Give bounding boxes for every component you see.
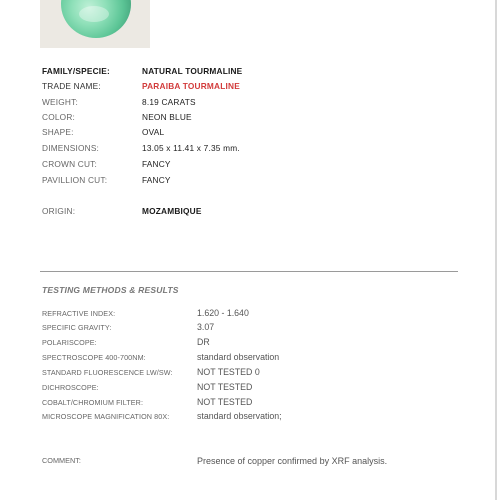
detail-value: FANCY xyxy=(142,175,171,185)
test-value: 3.07 xyxy=(197,322,215,332)
detail-label: DIMENSIONS: xyxy=(42,143,100,153)
detail-value: FANCY xyxy=(142,159,171,169)
detail-label: CROWN CUT: xyxy=(42,159,98,169)
detail-value: OVAL xyxy=(142,127,165,137)
detail-label: PAVILLION CUT: xyxy=(42,175,108,185)
gemstone-photo xyxy=(40,0,150,48)
test-value: standard observation; xyxy=(197,411,282,421)
detail-value: NATURAL TOURMALINE xyxy=(142,66,243,76)
detail-label: SHAPE: xyxy=(42,127,74,137)
test-label: MICROSCOPE MAGNIFICATION 80X: xyxy=(42,412,170,421)
test-label: DICHROSCOPE: xyxy=(42,383,99,392)
test-label: POLARISCOPE: xyxy=(42,338,97,347)
test-label: SPECIFIC GRAVITY: xyxy=(42,323,112,332)
testing-section-title: TESTING METHODS & RESULTS xyxy=(42,285,179,295)
detail-label: TRADE NAME: xyxy=(42,81,101,91)
comment-value: Presence of copper confirmed by XRF analysis. xyxy=(197,456,388,466)
detail-value: 13.05 x 11.41 x 7.35 mm. xyxy=(142,143,240,153)
section-divider xyxy=(40,271,458,272)
test-value: 1.620 - 1.640 xyxy=(197,308,249,318)
detail-label: WEIGHT: xyxy=(42,97,78,107)
test-value: DR xyxy=(197,337,210,347)
test-label: STANDARD FLUORESCENCE LW/SW: xyxy=(42,368,173,377)
detail-label: COLOR: xyxy=(42,112,76,122)
comment-label: COMMENT: xyxy=(42,456,81,465)
page-edge xyxy=(495,0,497,500)
detail-value: 8.19 CARATS xyxy=(142,97,196,107)
test-label: SPECTROSCOPE 400-700NM: xyxy=(42,353,146,362)
detail-value: PARAIBA TOURMALINE xyxy=(142,81,240,91)
detail-value: NEON BLUE xyxy=(142,112,192,122)
test-value: NOT TESTED xyxy=(197,382,253,392)
origin-value: MOZAMBIQUE xyxy=(142,206,202,216)
test-label: REFRACTIVE INDEX: xyxy=(42,309,116,318)
test-value: standard observation xyxy=(197,352,280,362)
test-value: NOT TESTED 0 xyxy=(197,367,260,377)
gemstone-icon xyxy=(61,0,131,38)
detail-label: FAMILY/SPECIE: xyxy=(42,66,110,76)
test-label: COBALT/CHROMIUM FILTER: xyxy=(42,398,144,407)
origin-label: ORIGIN: xyxy=(42,206,76,216)
test-value: NOT TESTED xyxy=(197,397,253,407)
